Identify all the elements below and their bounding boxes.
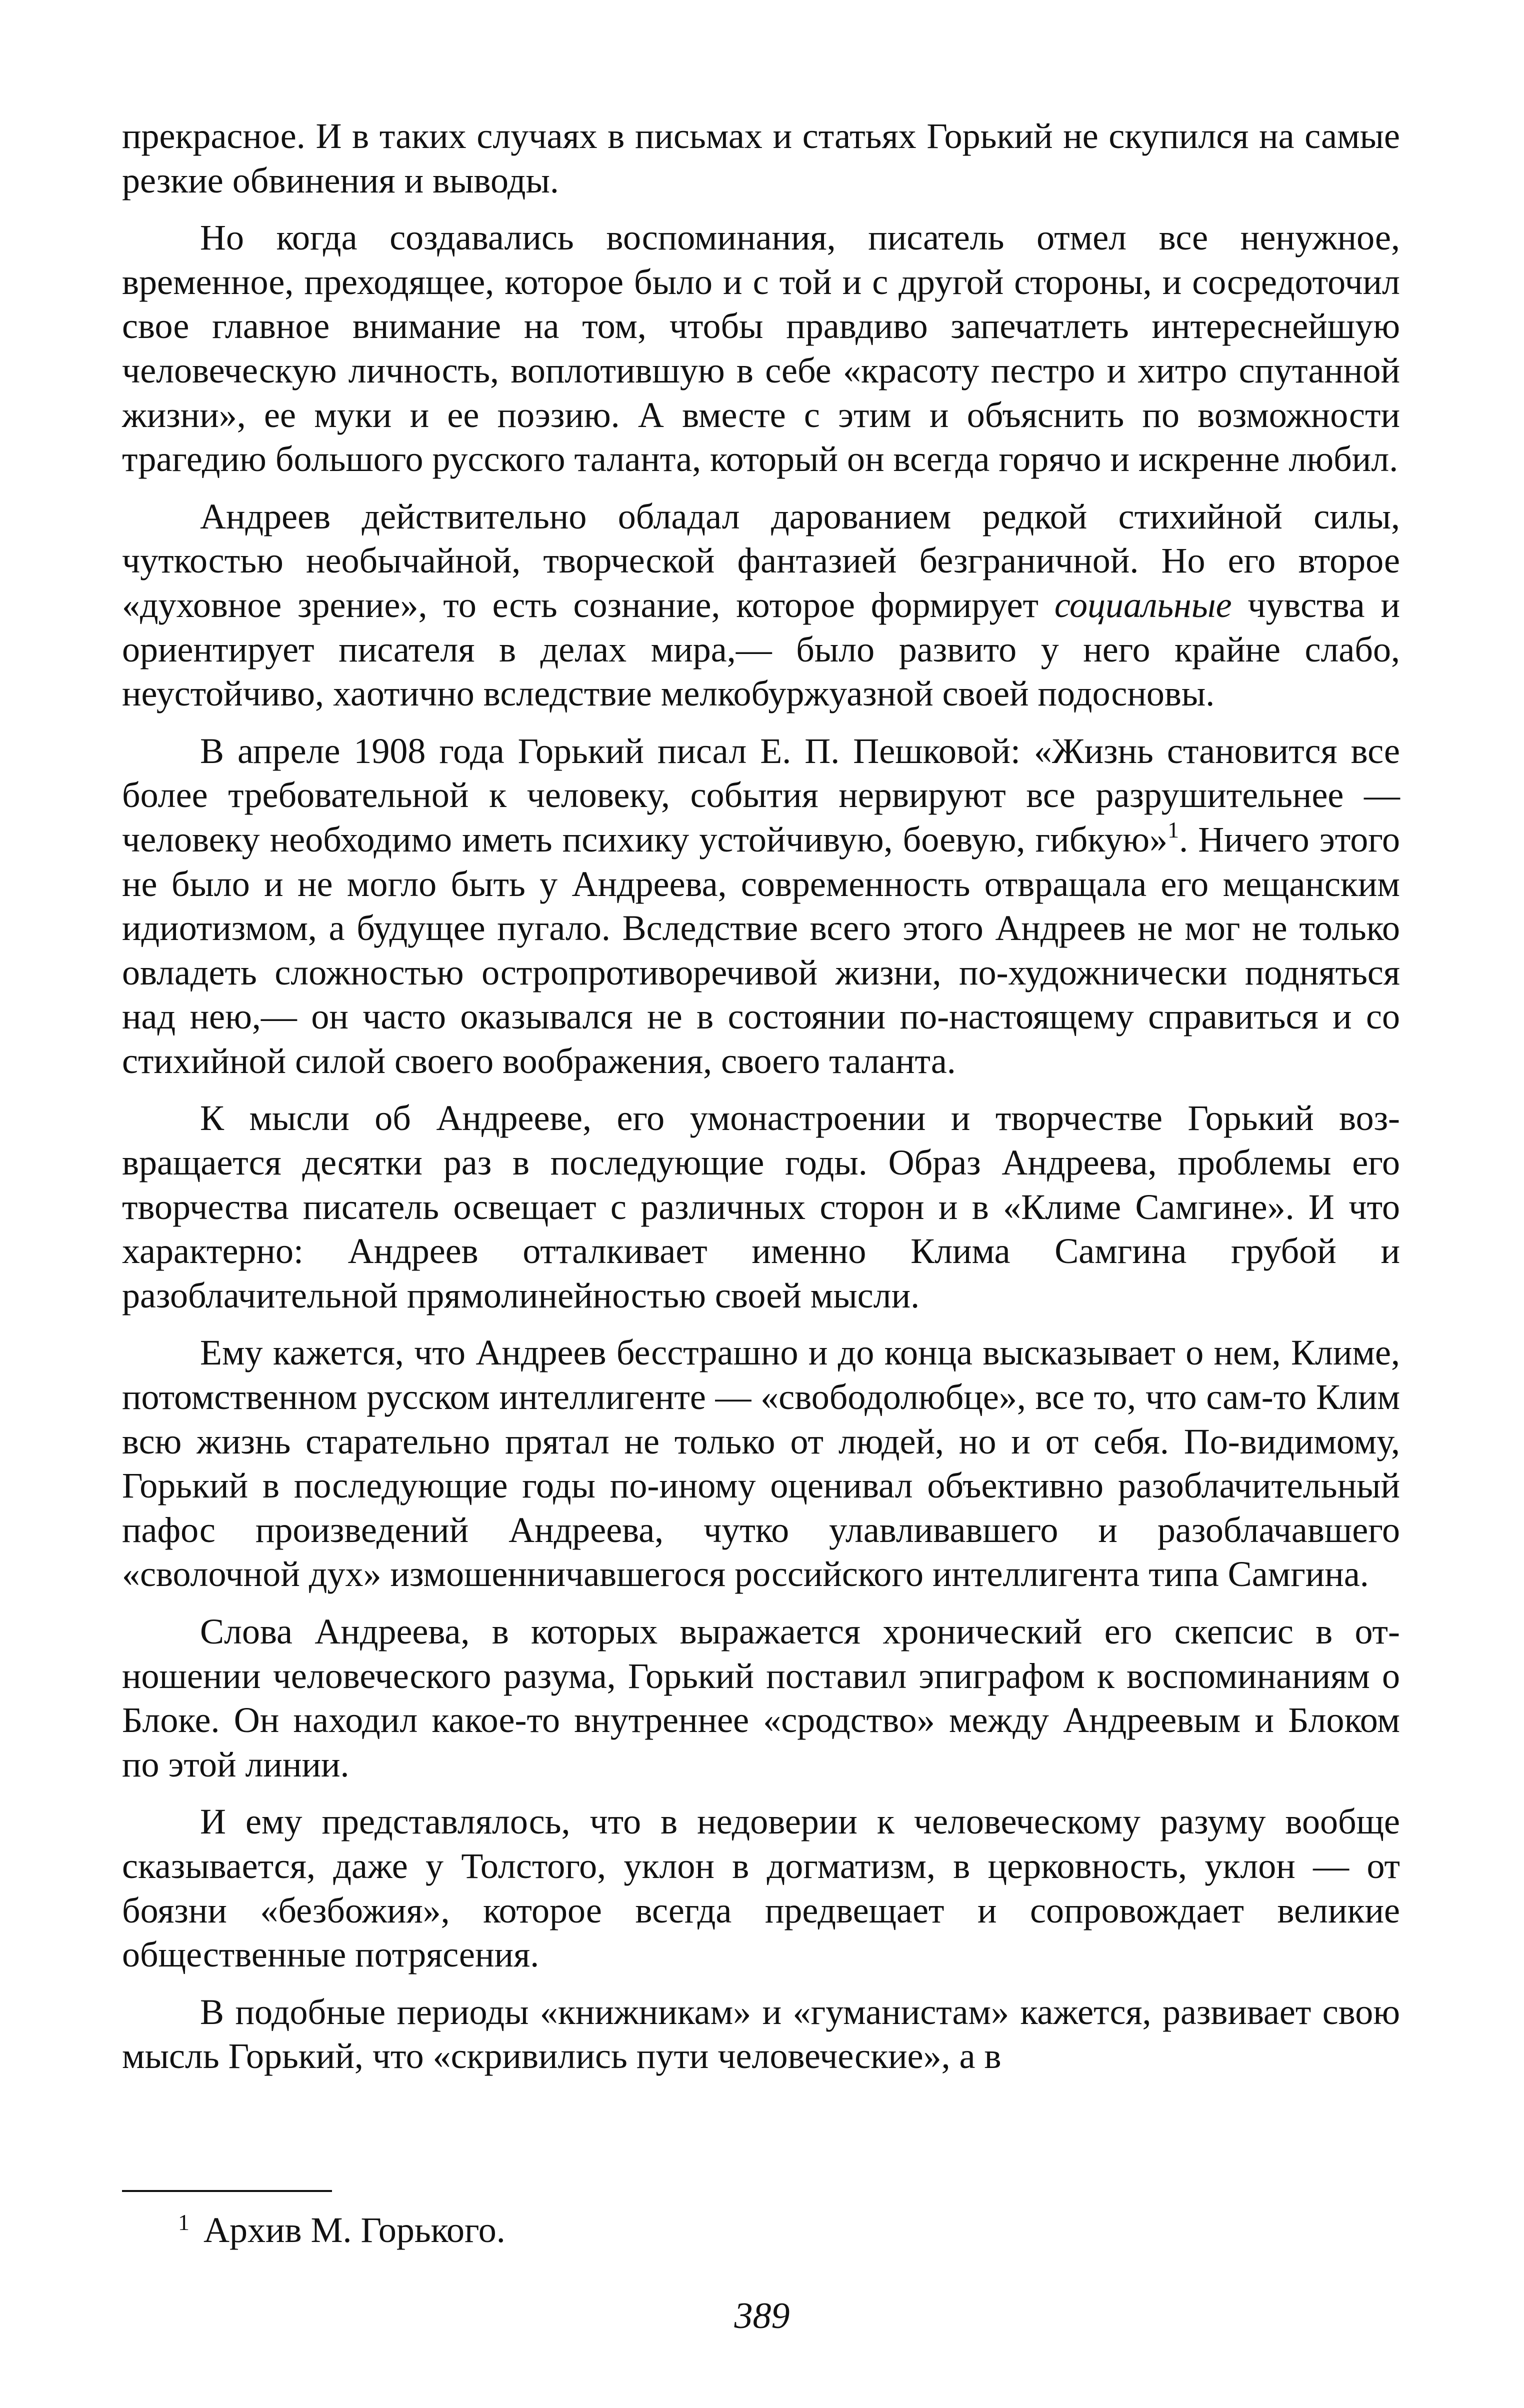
paragraph: Слова Андреева, в которых выражается хронический его скепсис в отношении человеческого разума, Горький поставил эпиграфом к воспоминаниям о Блоке. Он находил какое-то внутреннее «сродство» между Андреевым и Блоком по этой линии. <box>122 1612 1400 1784</box>
paragraph <box>122 729 1400 1084</box>
paragraph: прекрасное. И в таких случаях в письмах и статьях Горький не скупился на самые резкие обвинения и выводы. <box>122 116 1400 200</box>
footnote-divider <box>122 2190 332 2192</box>
emphasized-word: социальные <box>1054 584 1232 625</box>
paragraph: Ему кажется, что Андреев бесстрашно и до конца высказывает о нем, Климе, потомственном русском интеллигенте — «свободолюбце», все то, что сам-то Клим всю жизнь старательно прятал не только от людей, но и от себя. По-видимому, Горький в последующие годы по-иному оценивал объективно разоблачительный пафос произведений Андреева, чутко улавливавшего и разоблачавшего «сволочной дух» измошенничавшегося российского интеллигента типа Самгина. <box>122 1332 1400 1594</box>
page-number: 389 <box>734 2296 790 2336</box>
paragraph: К мысли об Андрееве, его умонастроении и творчестве Горький возвращается десятки раз в последующие годы. Образ Андреева, проблемы его творчества писатель освещает с различных сторон и в «Климе Самгине». И что характерно: Андреев отталкивает именно Клима Самгина грубой и разоблачительной прямолинейностью своей мысли. <box>122 1098 1400 1316</box>
footnote <box>178 2200 1278 2252</box>
paragraph-text: чувства и ориентирует писателя в делах мира,— было развито у него крайне слабо, неустойчиво, хаотично вследствие мелкобуржуазной своей подосновы. <box>122 584 1400 714</box>
paragraph-text: В апреле 1908 года Горький писал Е. П. Пешковой: «Жизнь становится все более требовательной к человеку, события нервируют все разрушительнее — человеку необходимо иметь психику устойчивую, боевую, гибкую» <box>122 730 1400 860</box>
paragraph-text: Андреев действительно обладал дарованием редкой стихийной силы, чуткостью необычайной, творческой фантазией безграничной. Но его второе «духовное зрение», то есть сознание, которое формирует <box>122 496 1400 625</box>
footnote-text: Архив М. Горького. <box>204 2210 506 2250</box>
paragraph-text: . Ничего этого не было и не могло быть у Андреева, современность отвращала его мещанским идиотизмом, а будущее пугало. Вследствие всего этого Андреев не мог не только овладеть сложностью остропротиворечивой жизни, по-художнически подняться над нею,— он часто оказывался не в состоянии по-настоящему справиться и со стихийной силой своего воображения, своего таланта. <box>122 819 1400 1081</box>
paragraph <box>122 494 1400 716</box>
footnote-mark: 1 <box>178 2210 190 2235</box>
paragraph: В подобные периоды «книжникам» и «гуманистам» кажется, развивает свою мысль Горький, что «скривились пути человеческие», а в <box>122 1992 1400 2076</box>
paragraph: И ему представлялось, что в недоверии к человеческому разуму вообще сказывается, даже у Толстого, уклон в догматизм, в церковность, уклон — от боязни «безбожия», которое всегда предвещает и сопровождает великие общественные потрясения. <box>122 1802 1400 1975</box>
footnote-reference[interactable]: 1 <box>1168 816 1180 842</box>
paragraph: Но когда создавались воспоминания, писатель отмел все ненужное, временное, преходящее, которое было и с той и с другой стороны, и сосредоточил свое главное внимание на том, чтобы правдиво запечатлеть интереснейшую человеческую личность, воплотившую в себе «красоту пестро и хитро спутанной жизни», ее муки и ее поэзию. А вместе с этим и объяснить по возможности трагедию большого русского таланта, который он всегда горячо и искренне любил. <box>122 218 1400 480</box>
body-text <box>122 114 1400 2092</box>
